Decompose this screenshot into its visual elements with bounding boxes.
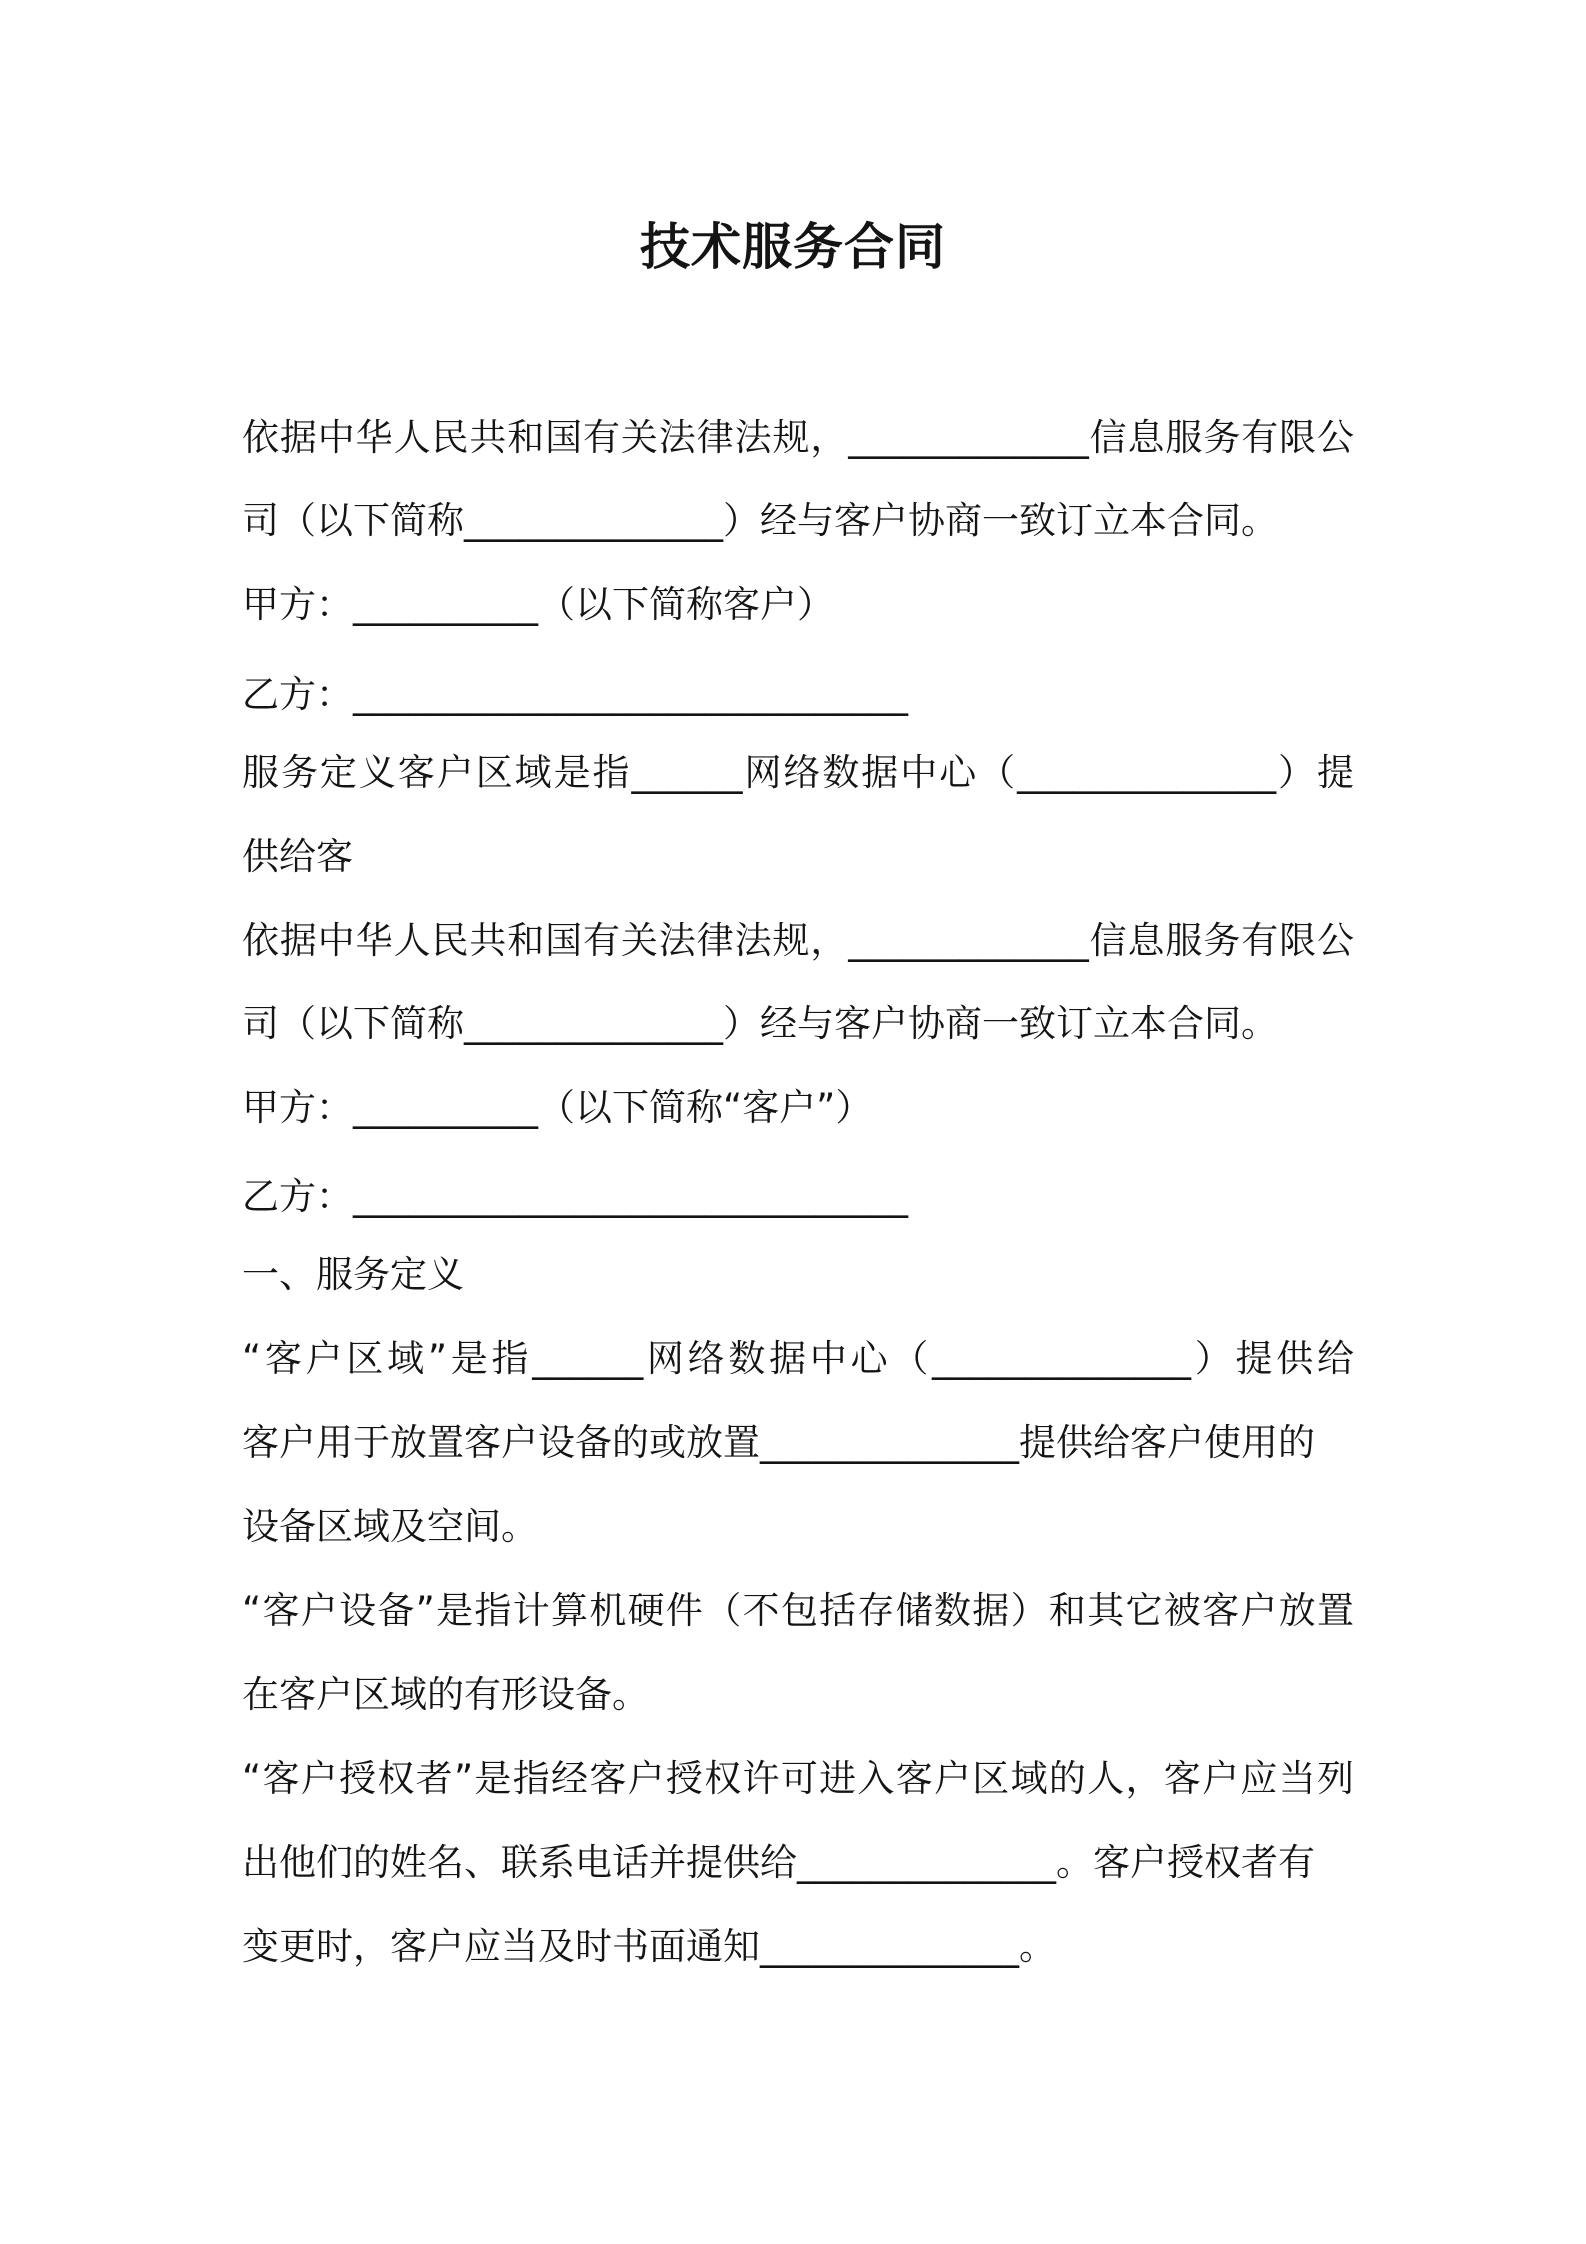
text-line: 甲方：__________（以下简称“客户”） <box>242 1086 873 1129</box>
text-line: 客户用于放置客户设备的或放置______________提供给客户使用的 <box>242 1421 1315 1464</box>
text-line: 服务定义客户区域是指______网络数据中心（______________）提 <box>242 751 1354 794</box>
text-line: 乙方：______________________________ <box>242 1175 908 1218</box>
text-line: 依据中华人民共和国有关法律法规，_____________信息服务有限公 <box>242 416 1354 459</box>
text-line: 司（以下简称______________）经与客户协商一致订立本合同。 <box>242 499 1278 542</box>
text-line: 变更时，客户应当及时书面通知______________。 <box>242 1925 1056 1968</box>
text-line: 乙方：______________________________ <box>242 673 908 716</box>
text-line: “客户区域”是指______网络数据中心（______________）提供给 <box>242 1337 1354 1380</box>
text-line: 出他们的姓名、联系电话并提供给______________。客户授权者有 <box>242 1841 1315 1884</box>
text-line: 设备区域及空间。 <box>242 1505 538 1548</box>
text-line: 甲方：__________（以下简称客户） <box>242 583 834 626</box>
document-title: 技术服务合同 <box>640 218 946 276</box>
text-line: “客户授权者”是指经客户授权许可进入客户区域的人，客户应当列 <box>242 1757 1354 1800</box>
text-line: 依据中华人民共和国有关法律法规，_____________信息服务有限公 <box>242 919 1354 962</box>
text-line: 供给客 <box>242 835 353 878</box>
text-line: 司（以下简称______________）经与客户协商一致订立本合同。 <box>242 1002 1278 1045</box>
section-heading: 一、服务定义 <box>242 1253 464 1296</box>
text-line: “客户设备”是指计算机硬件（不包括存储数据）和其它被客户放置 <box>242 1589 1354 1632</box>
text-line: 在客户区域的有形设备。 <box>242 1673 649 1716</box>
